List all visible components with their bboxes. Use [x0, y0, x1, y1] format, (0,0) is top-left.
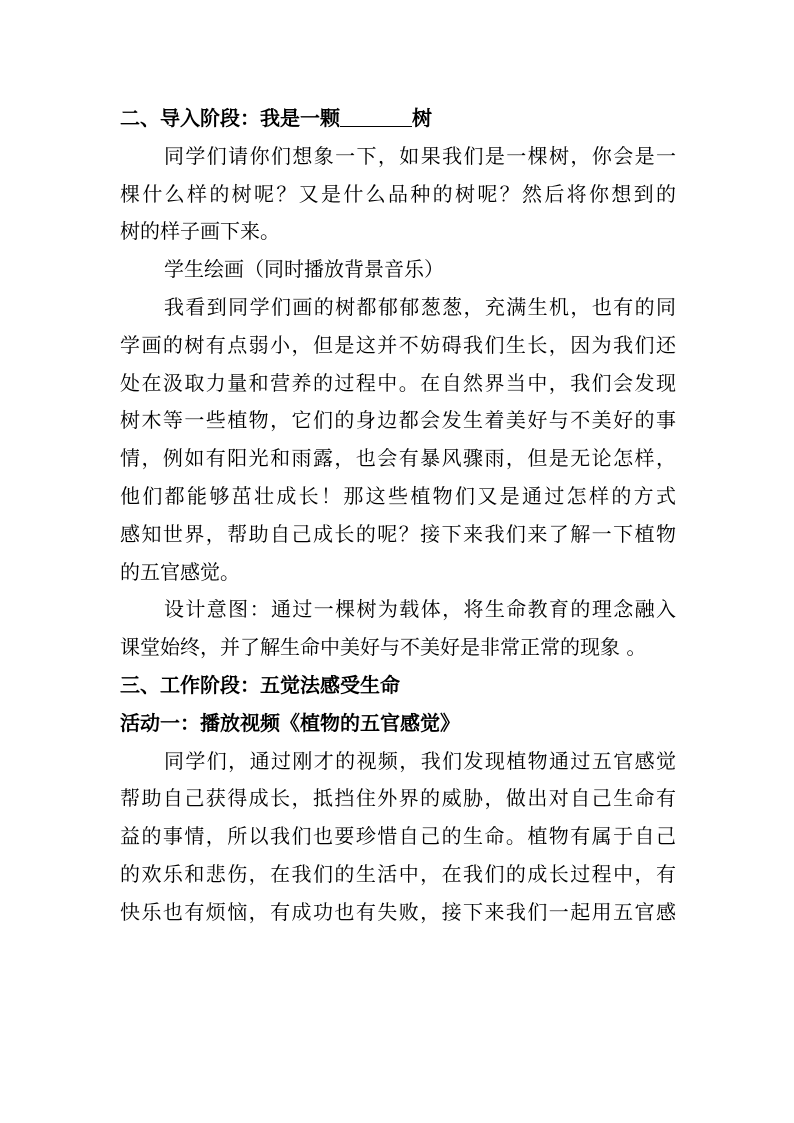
paragraph-line: 快乐也有烦恼，有成功也有失败，接下来我们一起用五官感: [120, 899, 676, 924]
intro-heading-prefix: 二、导入阶段：我是一颗: [120, 106, 340, 130]
intro-paragraph: [120, 138, 676, 251]
work-section-heading: 三、工作阶段：五觉法感受生命: [120, 672, 400, 697]
paragraph-line: 他们都能够茁壮成长！那这些植物们又是通过怎样的方式: [120, 483, 676, 508]
paragraph-line: 课堂始终，并了解生命中美好与不美好是非常正常的现象 。: [120, 635, 647, 660]
paragraph-line: 学画的树有点弱小，但是这并不妨碍我们生长，因为我们还: [120, 332, 676, 357]
paragraph-line: 树的样子画下来。: [120, 219, 280, 244]
document-body: [120, 100, 676, 932]
design-intent-paragraph: [120, 591, 676, 667]
activity-paragraph: [120, 743, 676, 932]
drawing-note: 学生绘画（同时播放背景音乐）: [164, 257, 444, 282]
paragraph-line: 的欢乐和悲伤，在我们的生活中，在我们的成长过程中，有: [120, 861, 676, 886]
intro-heading-suffix: 树: [412, 106, 432, 130]
paragraph-line: 益的事情，所以我们也要珍惜自己的生命。植物有属于自己: [120, 824, 676, 849]
intro-section-heading: [120, 100, 676, 138]
observation-paragraph: [120, 289, 676, 591]
paragraph-line: 情，例如有阳光和雨露，也会有暴风骤雨，但是无论怎样，: [120, 446, 676, 471]
paragraph-line: 树木等一些植物，它们的身边都会发生着美好与不美好的事: [120, 408, 676, 433]
paragraph-line: 设计意图：通过一棵树为载体，将生命教育的理念融入: [164, 597, 676, 622]
paragraph-line: 棵什么样的树呢？又是什么品种的树呢？然后将你想到的: [120, 181, 676, 206]
paragraph-line: 处在汲取力量和营养的过程中。在自然界当中，我们会发现: [120, 370, 676, 395]
fill-in-blank: [340, 104, 412, 127]
activity-heading: 活动一：播放视频《植物的五官感觉》: [120, 710, 460, 735]
paragraph-line: 我看到同学们画的树都郁郁葱葱，充满生机，也有的同: [164, 294, 676, 319]
paragraph-line: 同学们，通过刚才的视频，我们发现植物通过五官感觉: [164, 748, 676, 773]
paragraph-line: 同学们请你们想象一下，如果我们是一棵树，你会是一: [164, 143, 676, 168]
paragraph-line: 感知世界，帮助自己成长的呢？接下来我们来了解一下植物: [120, 521, 676, 546]
paragraph-line: 的五官感觉。: [120, 559, 240, 584]
paragraph-line: 帮助自己获得成长，抵挡住外界的威胁，做出对自己生命有: [120, 786, 676, 811]
